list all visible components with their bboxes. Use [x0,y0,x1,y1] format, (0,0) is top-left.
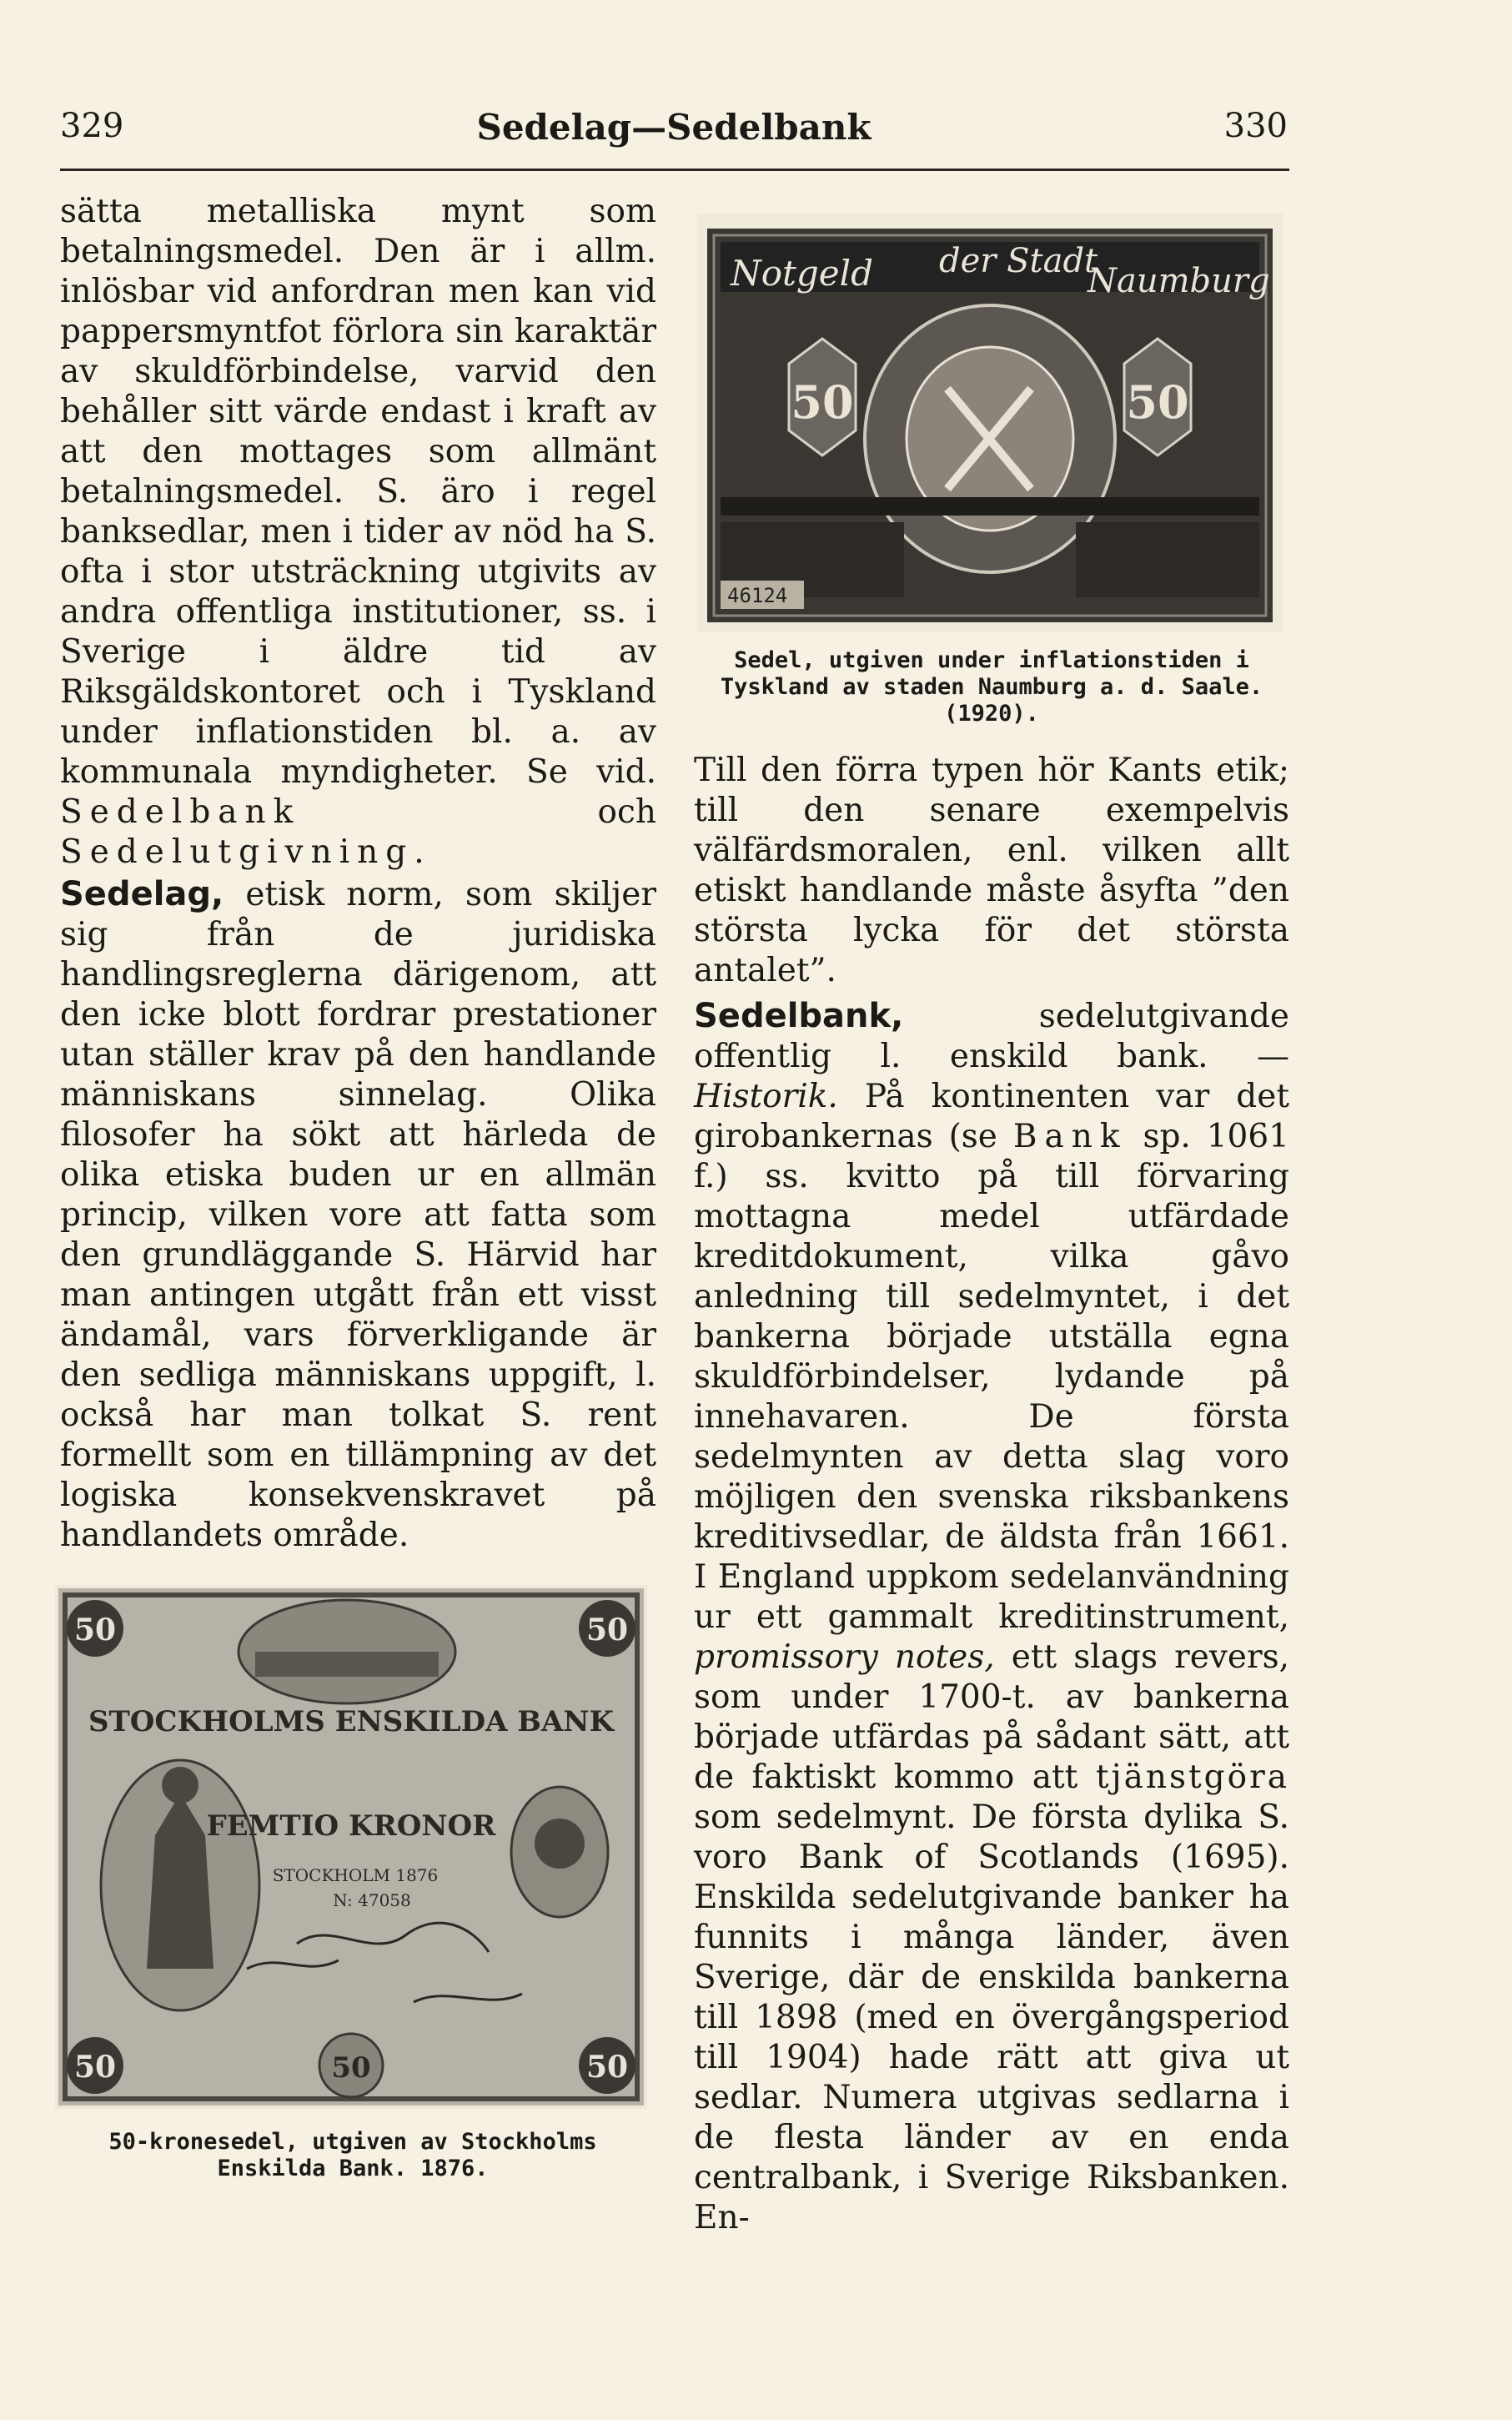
page-number-right: 330 [1223,107,1288,145]
note-serial: 46124 [727,584,788,607]
note-title-left: Notgeld [731,253,873,294]
page-header [60,107,1288,157]
entry-text-a: sedelutgivande offentlig l. enskild bank. — [694,998,1289,1075]
cross-reference-join: och [597,793,656,831]
paragraph-kant: Till den förra typen hör Kants etik; till den senare exempelvis välfärdsmoralen, enl. vilken allt etiskt handlande måste åsyfta ”den största lycka för det största antalet”. [694,752,1289,989]
entry-text-d: ett slags revers, som under 1700-t. av bankerna började utfärdas på sådant sätt, att de faktiskt kommo att [694,1638,1289,1796]
figure-caption-naumburg: Sedel, utgiven under inflationstiden i Tyskland av staden Naumburg a. d. Saale. (1920). [720,647,1263,727]
naumburg-banknote-illustration [697,214,1283,632]
page-number-left: 329 [60,107,124,145]
note-number: N: 47058 [333,1890,411,1910]
emphasis-tjanstgora: tjänstgöra [1095,1758,1289,1796]
term-promissory-notes: promissory notes, [694,1638,995,1676]
cross-reference-sedelbank[interactable]: Sedelbank [60,793,301,831]
note-corner-tl: 50 [73,1612,117,1648]
entry-text-b: På kontinenten var det girobankernas (se [694,1078,1289,1155]
figure-caption-stockholm: 50-kronesedel, utgiven av Stockholms Enskilda Bank. 1876. [108,2129,597,2181]
note-city-date: STOCKHOLM 1876 [272,1865,439,1885]
paragraph-sedel-continued [60,192,656,873]
entry-text-e: som sedelmynt. De första dylika S. voro Bank of Scotlands (1695). Enskilda sedelutgivande banker ha funnits i många länder, även Sverige, där de enskilda bankerna till 1898 (med en övergångsperiod till 1904) hade rätt att giva ut sedlar. Numera utgivas sedlarna i de flesta länder av en enda centralbank, i Sverige Riksbanken. En- [694,1799,1289,2236]
headword-sedelbank: Sedelbank, [694,997,904,1035]
paragraph-text: sätta metalliska mynt som betalningsmedel. Den är i allm. inlösbar vid anfordran men kan vid pappersmyntfot förlora sin karaktär av skuldförbindelse, varvid den behåller sitt värde endast i kraft av att den mottages som allmänt betalningsmedel. S. äro i regel banksedlar, men i tider av nöd ha S. ofta i stor utsträckning utgivits av andra offentliga institutioner, ss. i Sverige i äldre tid av Riksgäldskontoret och i Tyskland under inflationstiden bl. a. av kommunala myndigheter. Se vid. [60,193,656,791]
left-column [60,192,656,1556]
note-bank-name: STOCKHOLMS ENSKILDA BANK [88,1705,615,1738]
note-corner-br: 50 [585,2050,629,2085]
entry-sedelag [60,874,656,1556]
note-corner-tr: 50 [585,1612,629,1648]
cross-reference-sedelutgivning[interactable]: Sedelutgivning [60,833,414,871]
note-corner-bl: 50 [73,2050,117,2085]
note-center-value: 50 [331,2051,371,2085]
paragraph-end: . [414,833,424,871]
section-historik: Historik. [694,1078,838,1115]
running-title: Sedelag—Sedelbank [476,107,872,148]
entry-text-c: sp. 1061 f.) ss. kvitto på till förvaring mottagna medel utfärdade kreditdokument, vilka gåvo anledning till sedelmyntet, i det bankerna började utställa egna skuldförbindelser, lydande på innehavaren. De första sedelmynten av detta slag voro möjligen den svenska riksbankens kreditivsedlar, de äldsta från 1661. I England uppkom sedelanvändning ur ett gammalt kreditinstrument, [694,1118,1289,1636]
stockholm-banknote-image [55,1585,647,2109]
headword-sedelag: Sedelag, [60,875,224,913]
note-value-right: 50 [1126,375,1189,429]
entry-sedelbank [694,996,1289,2238]
cross-reference-bank[interactable]: Bank [1012,1118,1128,1155]
entry-text: etisk norm, som skiljer sig från de juridiska handlingsreglerna därigenom, att den icke blott fordrar prestationer utan ställer krav på den handlande människans sinnelag. Olika filosofer ha sökt att härleda de olika etiska buden ur en allmän princip, vilken vore att fatta som den grundläggande S. Härvid har man antingen utgått från ett visst ändamål, vars förverkligande är den sedliga människans uppgift, l. också har man tolkat S. rent formellt som en tillämpning av det logiska konsekvenskravet på handlandets område. [60,876,656,1554]
note-amount: FEMTIO KRONOR [206,1809,496,1843]
header-rule [60,169,1289,171]
note-title-right: Naumburg [1088,262,1270,300]
right-column [694,751,1289,2238]
naumburg-banknote-image [697,214,1283,632]
note-title-mid: der Stadt [939,242,1098,280]
stockholm-banknote-illustration [55,1585,647,2109]
note-value-left: 50 [791,375,854,429]
